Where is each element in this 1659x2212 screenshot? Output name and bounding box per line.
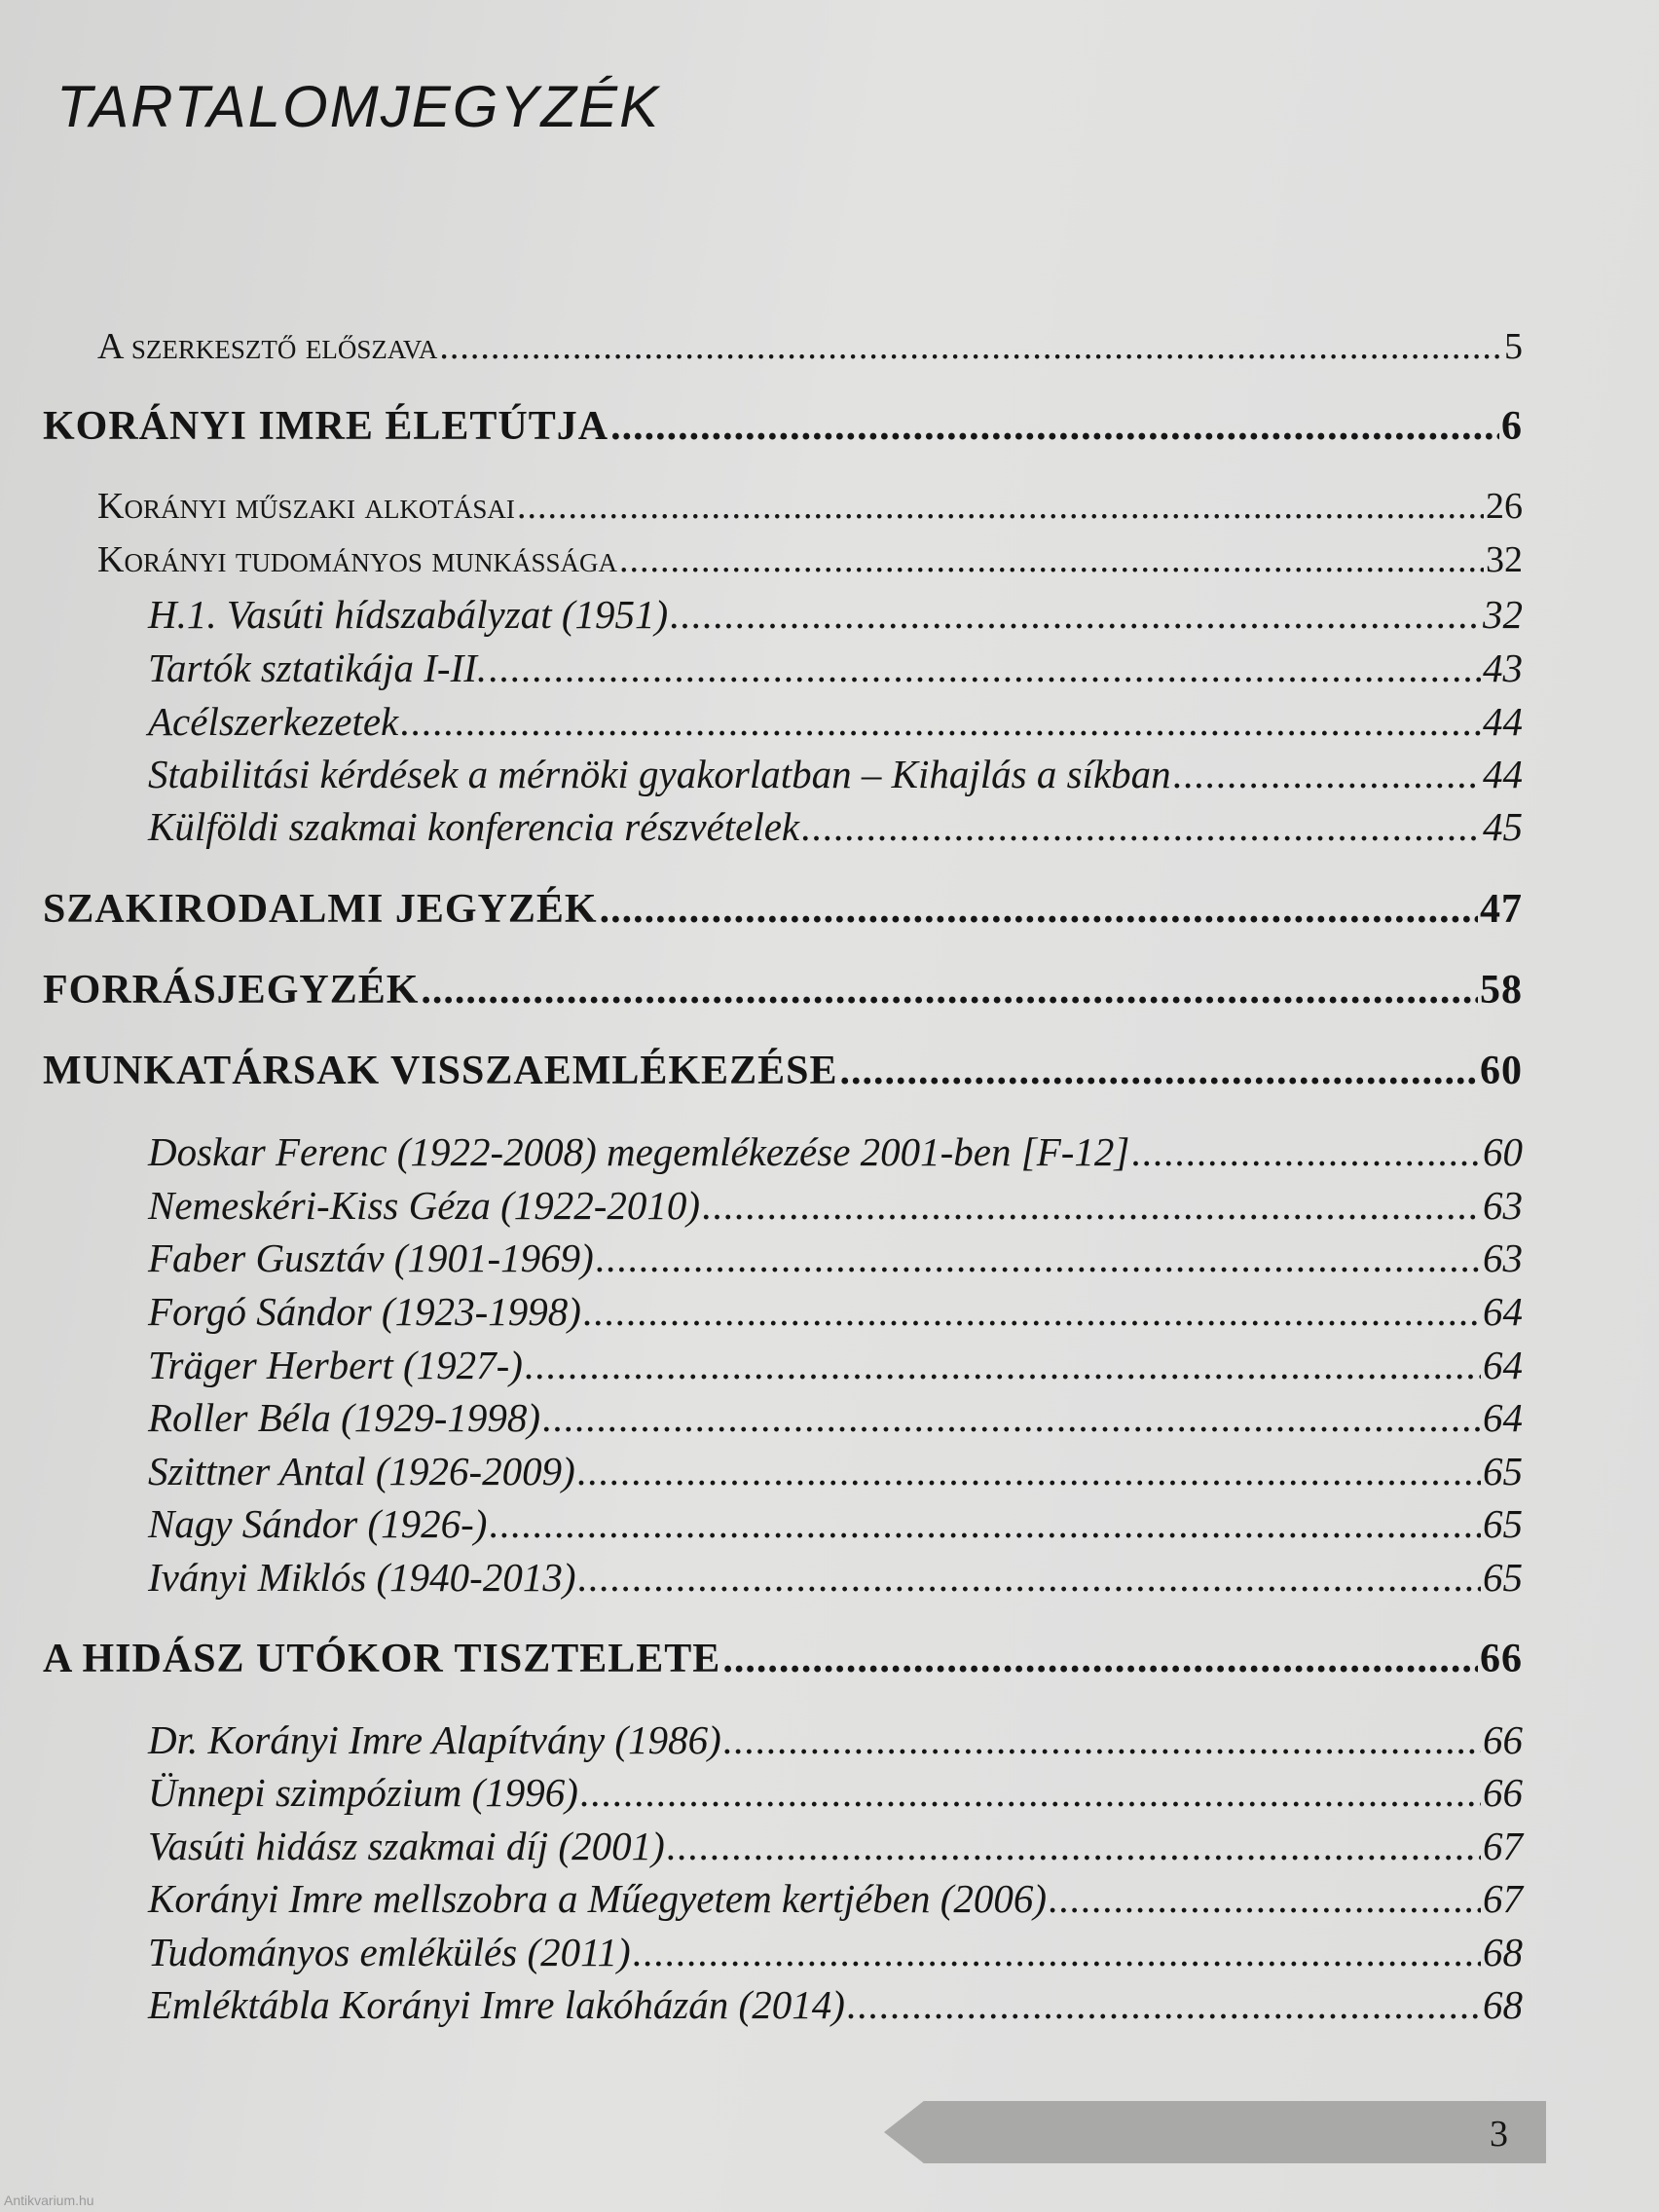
toc-entry-item: [148, 1448, 1523, 1494]
dot-leader: [619, 538, 1484, 581]
dot-leader: [723, 1716, 1481, 1763]
toc-entry-item: [148, 1769, 1523, 1816]
toc-entry-subsection: [97, 538, 1523, 581]
toc-entry-page: 63: [1483, 1183, 1523, 1228]
toc-entry-item: [148, 1823, 1523, 1869]
dot-leader: [596, 1235, 1481, 1281]
dot-leader: [400, 698, 1481, 745]
toc-entry-item: [148, 1182, 1523, 1229]
toc-entry-label: Forgó Sándor (1923-1998): [148, 1289, 581, 1334]
toc-entry-label: Roller Béla (1929-1998): [148, 1395, 541, 1440]
toc-entry-subsection: [97, 485, 1523, 528]
toc-entry-label: Stabilitási kérdések a mérnöki gyakorlatban – Kihajlás a síkban: [148, 752, 1171, 796]
toc-entry-page: 64: [1483, 1343, 1523, 1387]
toc-entry-label: Dr. Korányi Imre Alapítvány (1986): [148, 1717, 721, 1762]
toc-entry-page: 45: [1483, 804, 1523, 849]
toc-entry-item: [148, 1288, 1523, 1335]
toc-entry-item: [148, 751, 1523, 797]
toc-entry-label: Emléktábla Korányi Imre lakóházán (2014): [148, 1982, 845, 2027]
toc-entry-section: [43, 886, 1523, 933]
dot-leader: [633, 1929, 1481, 1975]
toc-entry-label: A szerkesztő előszava: [97, 326, 438, 367]
toc-entry-page: 44: [1483, 752, 1523, 796]
dot-leader: [1049, 1875, 1481, 1922]
toc-entry-page: 58: [1480, 968, 1523, 1013]
dot-leader: [489, 1500, 1481, 1547]
toc-entry-page: 65: [1483, 1501, 1523, 1546]
dot-leader: [801, 803, 1481, 850]
dot-leader: [525, 1342, 1481, 1388]
toc-entry-page: 64: [1483, 1289, 1523, 1334]
toc-entry-label: H.1. Vasúti hídszabályzat (1951): [148, 592, 669, 637]
toc-entry-page: 43: [1483, 645, 1523, 690]
toc-entry-page: 68: [1483, 1982, 1523, 2027]
toc-entry-item: [148, 698, 1523, 745]
toc-entry-label: Szittner Antal (1926-2009): [148, 1449, 575, 1493]
dot-leader: [847, 1981, 1481, 2028]
toc-entry-item: [148, 1981, 1523, 2028]
toc-entry-item: [148, 1875, 1523, 1922]
toc-entry-label: Korányi tudományos munkássága: [97, 539, 617, 580]
toc-entry-item: [148, 1342, 1523, 1388]
dot-leader: [670, 591, 1481, 638]
toc-entry-page: 6: [1501, 404, 1523, 449]
toc-entry-page: 65: [1483, 1449, 1523, 1493]
toc-entry-label: Acélszerkezetek: [148, 699, 399, 744]
toc-entry-label: Tartók sztatikája I-II.: [148, 645, 488, 690]
dot-leader: [439, 325, 1502, 368]
toc-entry-page: 66: [1483, 1770, 1523, 1815]
toc-entry-item: [148, 1929, 1523, 1975]
dot-leader: [542, 1394, 1481, 1441]
toc-entry-item: [148, 803, 1523, 850]
toc-entry-label: Korányi Imre mellszobra a Műegyetem kertjében (2006): [148, 1876, 1048, 1921]
toc-entry-page: 5: [1504, 326, 1523, 367]
dot-leader: [1131, 1128, 1481, 1175]
dot-leader: [489, 645, 1481, 691]
toc-entry-page: 32: [1483, 592, 1523, 637]
dot-leader: [517, 485, 1484, 528]
toc-entry-label: Tudományos emlékülés (2011): [148, 1930, 631, 1974]
dot-leader: [580, 1769, 1481, 1816]
toc-entry-label: Ünnepi szimpózium (1996): [148, 1770, 578, 1815]
page-number: 3: [1490, 2114, 1508, 2155]
toc-entry-page: 66: [1480, 1637, 1523, 1681]
toc-entry-label: Doskar Ferenc (1922-2008) megemlékezése 2001-ben [F-12]: [148, 1129, 1130, 1174]
toc-entry-section: [43, 403, 1523, 450]
toc-entry-label: Korányi műszaki alkotásai: [97, 486, 515, 527]
toc-entry-page: 60: [1480, 1049, 1523, 1093]
toc-entry-label: Nemeskéri-Kiss Géza (1922-2010): [148, 1183, 701, 1228]
toc-entry-label: Vasúti hidász szakmai díj (2001): [148, 1824, 665, 1868]
toc-entry-page: 65: [1483, 1555, 1523, 1600]
toc-entry-page: 66: [1483, 1717, 1523, 1762]
toc-entry-item: [148, 1554, 1523, 1601]
toc-entry-page: 47: [1480, 887, 1523, 932]
toc-entry-page: 26: [1486, 486, 1523, 527]
dot-leader: [839, 1048, 1478, 1094]
dot-leader: [600, 886, 1478, 933]
toc-entry-page: 68: [1483, 1930, 1523, 1974]
toc-entry-label: FORRÁSJEGYZÉK: [43, 968, 420, 1013]
toc-entry-item: [148, 1394, 1523, 1441]
toc-entry-page: 63: [1483, 1235, 1523, 1280]
toc-entry-section: [43, 1636, 1523, 1682]
dot-leader: [583, 1288, 1481, 1335]
page-title: TARTALOMJEGYZÉK: [56, 74, 661, 139]
toc-entry-label: Träger Herbert (1927-): [148, 1343, 523, 1387]
toc-entry-item: [148, 1128, 1523, 1175]
watermark: Antikvarium.hu: [4, 2193, 94, 2208]
dot-leader: [610, 403, 1499, 450]
toc-entry-page: 67: [1483, 1876, 1523, 1921]
toc-entry-label: Faber Gusztáv (1901-1969): [148, 1235, 594, 1280]
dot-leader: [722, 1636, 1478, 1682]
dot-leader: [667, 1823, 1481, 1869]
dot-leader: [577, 1448, 1481, 1494]
toc-entry-label: Nagy Sándor (1926-): [148, 1501, 488, 1546]
toc-entry-item: [148, 1235, 1523, 1281]
dot-leader: [1173, 751, 1481, 797]
toc-entry-label: KORÁNYI IMRE ÉLETÚTJA: [43, 404, 609, 449]
toc-entry-item: [148, 591, 1523, 638]
page-number-tab: [884, 2101, 1546, 2163]
toc-entry-section: [43, 967, 1523, 1014]
toc-entry-item: [148, 645, 1523, 691]
toc-entry-label: SZAKIRODALMI JEGYZÉK: [43, 887, 598, 932]
dot-leader: [702, 1182, 1481, 1229]
toc-entry-item: [148, 1500, 1523, 1547]
toc-entry-item: [148, 1716, 1523, 1763]
toc-entry-page: 44: [1483, 699, 1523, 744]
toc-entry-page: 32: [1486, 539, 1523, 580]
toc-entry-label: A HIDÁSZ UTÓKOR TISZTELETE: [43, 1637, 721, 1681]
toc-entry-page: 64: [1483, 1395, 1523, 1440]
toc-entry-page: 67: [1483, 1824, 1523, 1868]
toc-entry-foreword: [97, 325, 1523, 368]
toc-entry-page: 60: [1483, 1129, 1523, 1174]
toc-entry-label: Iványi Miklós (1940-2013): [148, 1555, 576, 1600]
toc-entry-label: MUNKATÁRSAK VISSZAEMLÉKEZÉSE: [43, 1049, 838, 1093]
toc-entry-section: [43, 1048, 1523, 1094]
toc-entry-label: Külföldi szakmai konferencia részvételek: [148, 804, 800, 849]
dot-leader: [578, 1554, 1482, 1601]
dot-leader: [421, 967, 1478, 1014]
